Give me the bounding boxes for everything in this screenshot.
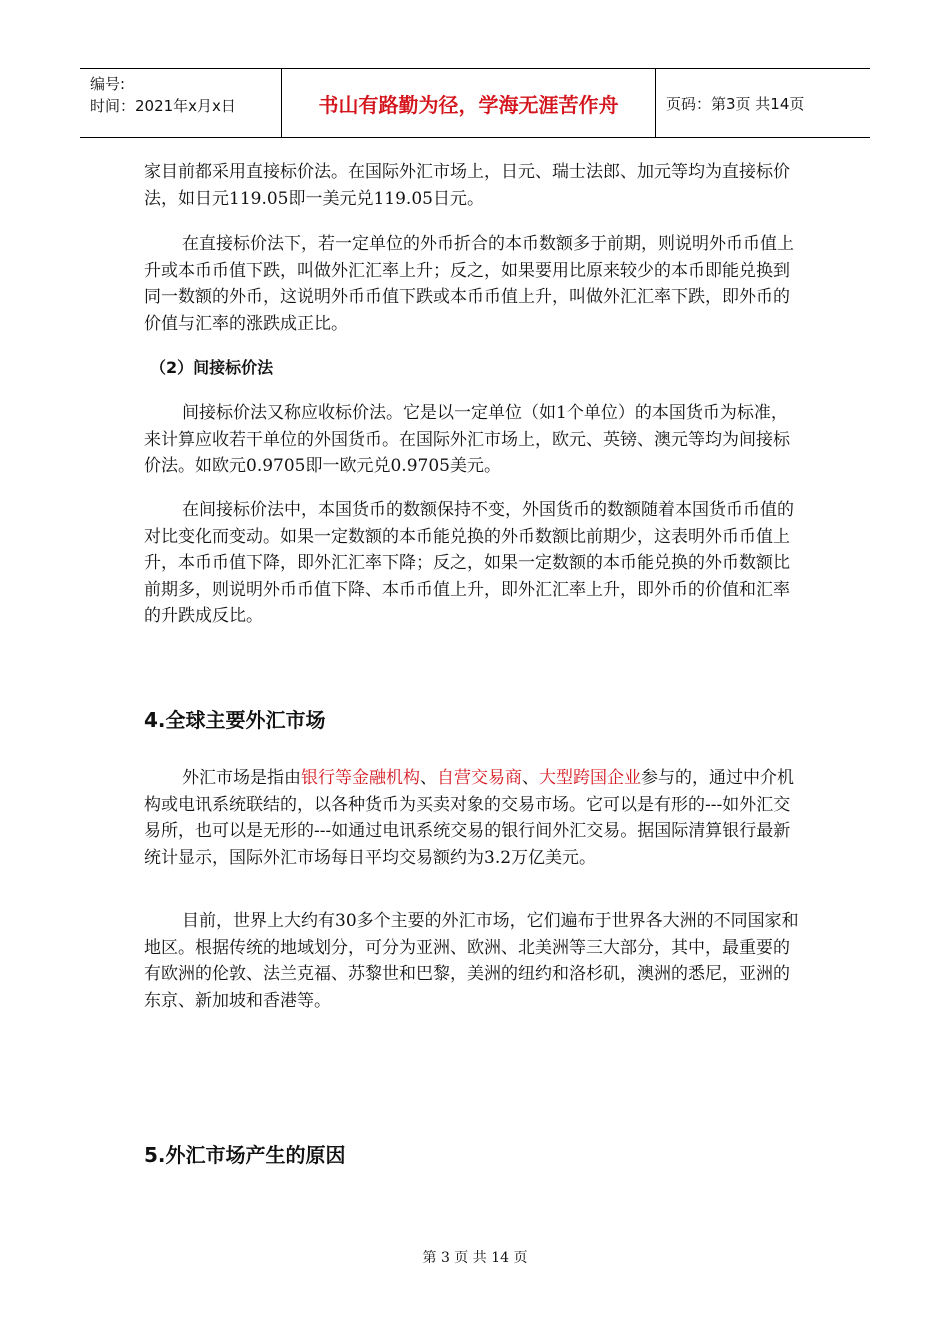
paragraph-6: 目前，世界上大约有30多个主要的外汇市场，它们遍布于世界各大洲的不同国家和地区。根据传统的地域划分，可分为亚洲、欧洲、北美洲等三大部分，其中，最重要的有欧洲的伦敦、法兰克福、苏黎世和巴黎，美洲的纽约和洛杉矶，澳洲的悉尼，亚洲的东京、新加坡和香港等。 bbox=[144, 911, 799, 1011]
page-header bbox=[80, 68, 870, 138]
paragraph-1: 家目前都采用直接标价法。在国际外汇市场上，日元、瑞士法郎、加元等均为直接标价法，如日元119.05即一美元兑119.05日元。 bbox=[144, 162, 790, 209]
time-label: 时间：2021年x月x日 bbox=[90, 97, 236, 115]
paragraph-4: 在间接标价法中，本国货币的数额保持不变，外国货币的数额随着本国货币币值的对比变化而变动。如果一定数额的本币能兑换的外币数额比前期少，这表明外币币值上升，本币币值下降，即外汇汇率下降；反之，如果一定数额的本币能兑换的外币数额比前期多，则说明外币币值下降、本币币值上升，即外汇汇率上升，即外币的价值和汇率的升跌成反比。 bbox=[144, 500, 794, 626]
paragraph-3: 间接标价法又称应收标价法。它是以一定单位（如1个单位）的本国货币为标准，来计算应收若干单位的外国货币。在国际外汇市场上，欧元、英镑、澳元等均为间接标价法。如欧元0.9705即一欧元兑0.9705美元。 bbox=[144, 403, 790, 476]
section-heading-5: 5.外汇市场产生的原因 bbox=[144, 1143, 346, 1167]
page-footer: 第 3 页 共 14 页 bbox=[422, 1250, 528, 1266]
subheading-indirect-quotation: （2）间接标价法 bbox=[150, 358, 274, 377]
p5-sep-2: 、 bbox=[522, 768, 539, 788]
paragraph-2: 在直接标价法下，若一定单位的外币折合的本币数额多于前期，则说明外币币值上升或本币币值下跌，叫做外汇汇率上升；反之，如果要用比原来较少的本币即能兑换到同一数额的外币，这说明外币币值下跌或本币币值上升，叫做外汇汇率下跌，即外币的价值与汇率的涨跌成正比。 bbox=[144, 234, 794, 334]
number-label: 编号: bbox=[90, 75, 126, 93]
highlight-multinationals: 大型跨国企业 bbox=[539, 768, 641, 788]
highlight-dealers: 自营交易商 bbox=[437, 768, 522, 788]
section-heading-4: 4.全球主要外汇市场 bbox=[144, 708, 326, 732]
p5-text-b: 参与的，通过中介机构或电讯系统联结的，以各种货币为买卖对象的交易市场。它可以是有形的---如外汇交易所，也可以是无形的---如通过电讯系统交易的银行间外汇交易。据国际清算银行最新统计显示，国际外汇市场每日平均交易额约为3.2万亿美元。 bbox=[144, 768, 794, 868]
header-meta bbox=[80, 69, 282, 137]
p5-sep-1: 、 bbox=[420, 768, 437, 788]
paragraph-5 bbox=[144, 765, 804, 871]
highlight-banks: 银行等金融机构 bbox=[301, 768, 420, 788]
p5-text-a: 外汇市场是指由 bbox=[182, 768, 301, 788]
header-motto: 书山有路勤为径，学海无涯苦作舟 bbox=[282, 69, 656, 137]
header-page-info: 页码：第3页 共14页 bbox=[666, 94, 805, 113]
